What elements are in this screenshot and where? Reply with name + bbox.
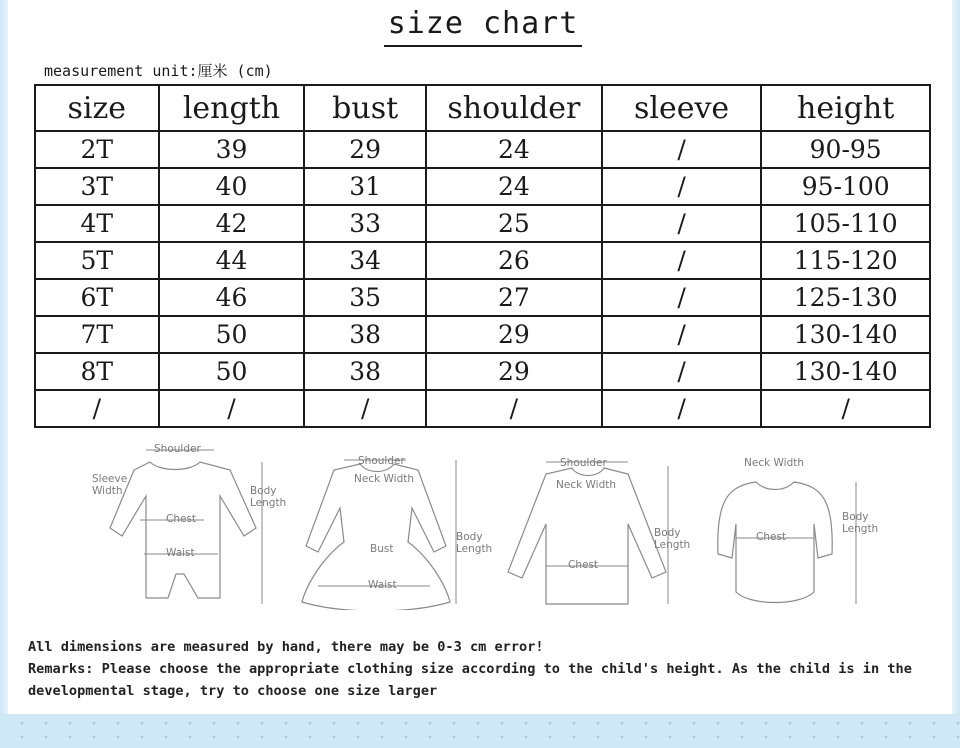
romper-waist-label: Waist (166, 547, 195, 559)
cell-shoulder: 24 (426, 168, 602, 205)
table-row (35, 168, 930, 205)
dress-shoulder-label: Shoulder (358, 455, 405, 467)
header-shoulder: shoulder (426, 85, 602, 131)
cell-length: 39 (159, 131, 305, 168)
cell-size: 8T (35, 353, 159, 390)
note-error: All dimensions are measured by hand, there may be 0-3 cm error! (28, 639, 544, 655)
cell-sleeve: / (602, 168, 762, 205)
cell-shoulder: 27 (426, 279, 602, 316)
cell-shoulder: / (426, 390, 602, 427)
table-row (35, 316, 930, 353)
cell-height: 130-140 (761, 353, 930, 390)
left-frame-border (0, 0, 8, 748)
cell-height: 115-120 (761, 242, 930, 279)
measurement-unit: measurement unit:厘米 (cm) (44, 62, 273, 80)
cell-sleeve: / (602, 131, 762, 168)
cell-size: / (35, 390, 159, 427)
cell-bust: / (304, 390, 426, 427)
cell-length: 40 (159, 168, 305, 205)
cell-size: 2T (35, 131, 159, 168)
chart-title-wrapper (0, 6, 960, 47)
cell-height: 95-100 (761, 168, 930, 205)
table-row (35, 390, 930, 427)
dress-waist-label: Waist (368, 579, 397, 591)
romper-body-label: Body (250, 485, 277, 497)
cell-length: 46 (159, 279, 305, 316)
top-neck-width-label: Neck Width (556, 479, 617, 491)
size-table (34, 84, 931, 428)
header-length: length (159, 85, 305, 131)
romper-chest-label: Chest (166, 513, 197, 525)
cell-shoulder: 24 (426, 131, 602, 168)
cell-bust: 38 (304, 316, 426, 353)
garment-diagrams-svg (80, 438, 880, 610)
cell-height: 125-130 (761, 279, 930, 316)
cell-size: 6T (35, 279, 159, 316)
top-length-label: Length (654, 539, 691, 551)
cell-bust: 33 (304, 205, 426, 242)
table-row (35, 242, 930, 279)
cell-shoulder: 25 (426, 205, 602, 242)
header-sleeve: sleeve (602, 85, 762, 131)
cell-sleeve: / (602, 316, 762, 353)
cell-size: 3T (35, 168, 159, 205)
cell-height: 90-95 (761, 131, 930, 168)
cell-height: 105-110 (761, 205, 930, 242)
cell-length: 44 (159, 242, 305, 279)
cell-shoulder: 29 (426, 316, 602, 353)
cell-sleeve: / (602, 353, 762, 390)
cell-length: / (159, 390, 305, 427)
measurement-diagrams (80, 438, 880, 610)
cell-sleeve: / (602, 205, 762, 242)
notes (28, 636, 948, 702)
cell-bust: 34 (304, 242, 426, 279)
dress-bust-label: Bust (370, 543, 394, 555)
bodysuit-chest-label: Chest (756, 531, 787, 543)
cell-sleeve: / (602, 242, 762, 279)
cell-shoulder: 26 (426, 242, 602, 279)
top-body-label: Body (654, 527, 681, 539)
cell-sleeve: / (602, 390, 762, 427)
table-header-row (35, 85, 930, 131)
top-chest-label: Chest (568, 559, 599, 571)
header-bust: bust (304, 85, 426, 131)
top-shoulder-label: Shoulder (560, 457, 607, 469)
dress-length-label: Length (456, 543, 493, 555)
header-size: size (35, 85, 159, 131)
romper-length-label: Length (250, 497, 287, 509)
table-row (35, 279, 930, 316)
cell-bust: 29 (304, 131, 426, 168)
romper-width-label: Width (92, 485, 123, 497)
dress-body-label: Body (456, 531, 483, 543)
romper-shoulder-label: Shoulder (154, 443, 201, 455)
cell-shoulder: 29 (426, 353, 602, 390)
cell-bust: 31 (304, 168, 426, 205)
chart-title: size chart (384, 6, 583, 47)
table-row (35, 353, 930, 390)
cell-length: 50 (159, 353, 305, 390)
bottom-dotted-border (0, 714, 960, 748)
table-row (35, 205, 930, 242)
cell-bust: 35 (304, 279, 426, 316)
bodysuit-body-label: Body (842, 511, 869, 523)
bodysuit-length-label: Length (842, 523, 879, 535)
cell-bust: 38 (304, 353, 426, 390)
table-row (35, 131, 930, 168)
cell-height: 130-140 (761, 316, 930, 353)
romper-sleeve-label: Sleeve (92, 473, 128, 485)
cell-sleeve: / (602, 279, 762, 316)
right-frame-border (952, 0, 960, 748)
cell-length: 42 (159, 205, 305, 242)
dress-neck-width-label: Neck Width (354, 473, 415, 485)
cell-length: 50 (159, 316, 305, 353)
bodysuit-neck-width-label: Neck Width (744, 457, 805, 469)
cell-size: 5T (35, 242, 159, 279)
cell-size: 4T (35, 205, 159, 242)
header-height: height (761, 85, 930, 131)
cell-height: / (761, 390, 930, 427)
cell-size: 7T (35, 316, 159, 353)
note-remarks: Remarks: Please choose the appropriate clothing size according to the child's height. As the child is in the developmental stage, try to choose one size larger (28, 661, 912, 699)
